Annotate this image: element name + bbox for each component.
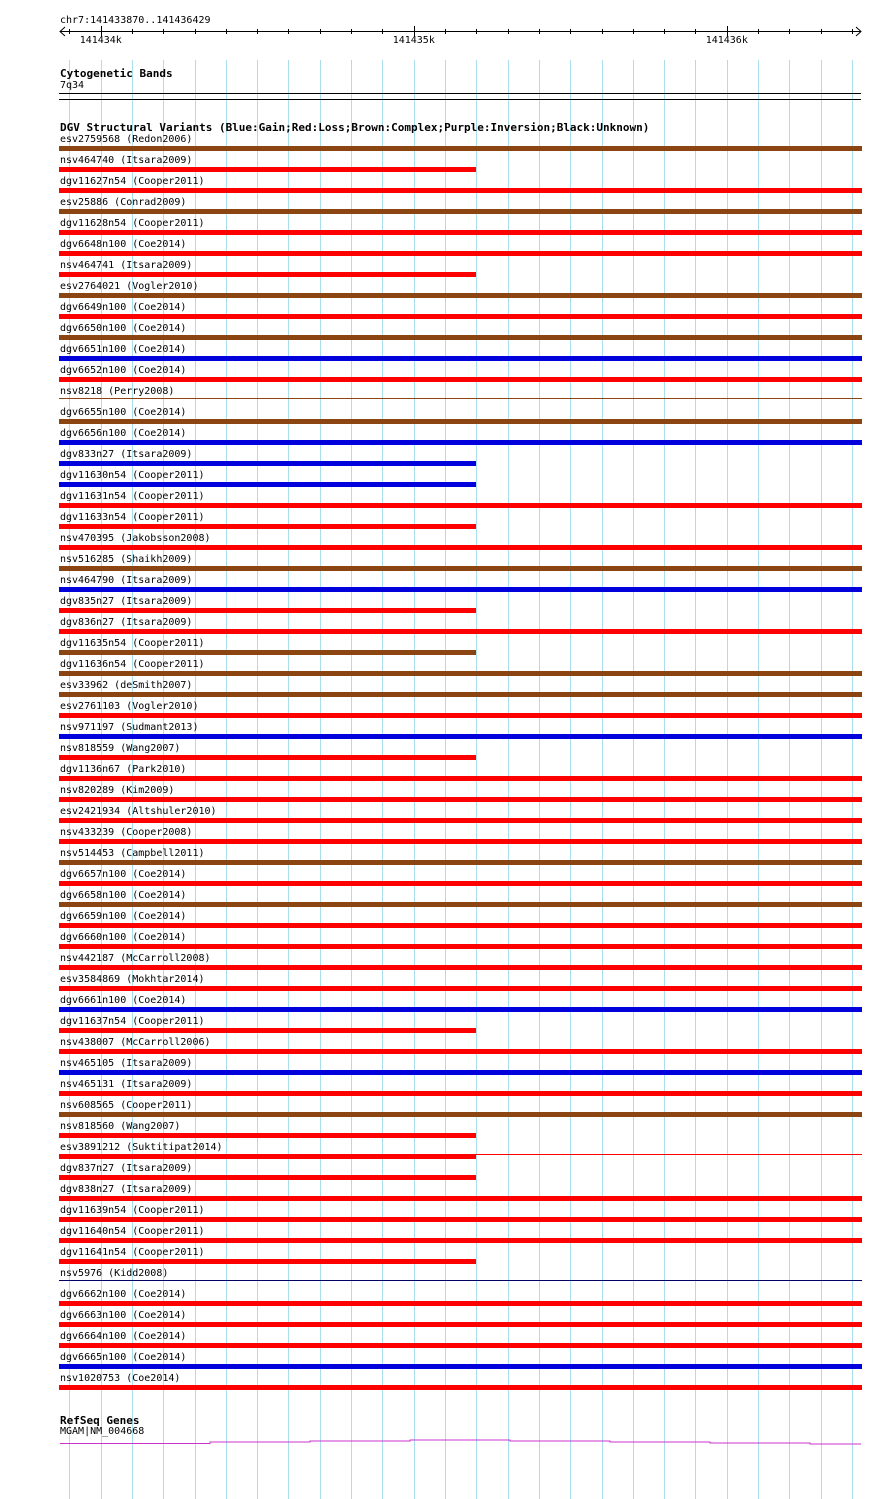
sv-bar-nsv464741[interactable] <box>59 272 476 277</box>
sv-bar-nsv433239[interactable] <box>59 839 862 844</box>
sv-label[interactable]: esv2761103 (Vogler2010) <box>60 701 199 712</box>
sv-label[interactable]: esv3584869 (Mokhtar2014) <box>60 974 205 985</box>
sv-label[interactable]: dgv6665n100 (Coe2014) <box>60 1352 187 1363</box>
sv-label[interactable]: dgv833n27 (Itsara2009) <box>60 449 193 460</box>
sv-bar-dgv836n27[interactable] <box>59 629 862 634</box>
sv-bar-esv2421934[interactable] <box>59 818 862 823</box>
sv-label[interactable]: dgv837n27 (Itsara2009) <box>60 1163 193 1174</box>
sv-label[interactable]: esv2764021 (Vogler2010) <box>60 281 199 292</box>
coordinate-ruler[interactable] <box>0 24 890 44</box>
sv-label[interactable]: nsv8218 (Perry2008) <box>60 386 175 397</box>
sv-label[interactable]: esv33962 (deSmith2007) <box>60 680 193 691</box>
sv-label[interactable]: dgv6662n100 (Coe2014) <box>60 1289 187 1300</box>
sv-label[interactable]: dgv11630n54 (Cooper2011) <box>60 470 205 481</box>
sv-bar-dgv833n27[interactable] <box>59 461 476 466</box>
sv-bar-dgv6655n100[interactable] <box>59 419 862 424</box>
sv-bar-dgv6660n100[interactable] <box>59 944 862 949</box>
sv-bar-dgv6657n100[interactable] <box>59 881 862 886</box>
sv-label[interactable]: dgv11639n54 (Cooper2011) <box>60 1205 205 1216</box>
sv-label[interactable]: nsv465131 (Itsara2009) <box>60 1079 193 1090</box>
sv-label[interactable]: nsv971197 (Sudmant2013) <box>60 722 199 733</box>
sv-bar-dgv838n27[interactable] <box>59 1196 862 1201</box>
sv-label[interactable]: dgv836n27 (Itsara2009) <box>60 617 193 628</box>
sv-label[interactable]: nsv464741 (Itsara2009) <box>60 260 193 271</box>
sv-label[interactable]: nsv433239 (Cooper2008) <box>60 827 193 838</box>
sv-bar-dgv11637n54[interactable] <box>59 1028 476 1033</box>
sv-label[interactable]: dgv838n27 (Itsara2009) <box>60 1184 193 1195</box>
sv-bar-dgv11628n54[interactable] <box>59 230 862 235</box>
sv-bar-dgv835n27[interactable] <box>59 608 476 613</box>
sv-bar-dgv11636n54[interactable] <box>59 671 862 676</box>
sv-bar-dgv6665n100[interactable] <box>59 1364 862 1369</box>
sv-bar-nsv470395[interactable] <box>59 545 862 550</box>
sv-bar-dgv6651n100[interactable] <box>59 356 862 361</box>
sv-label[interactable]: dgv6663n100 (Coe2014) <box>60 1310 187 1321</box>
gene-feature[interactable] <box>0 1432 890 1452</box>
sv-bar-esv2761103[interactable] <box>59 713 862 718</box>
sv-label[interactable]: dgv11631n54 (Cooper2011) <box>60 491 205 502</box>
sv-bar-dgv6656n100[interactable] <box>59 440 862 445</box>
sv-bar-nsv820289[interactable] <box>59 797 862 802</box>
sv-bar-dgv6661n100[interactable] <box>59 1007 862 1012</box>
sv-bar-nsv1020753[interactable] <box>59 1385 862 1390</box>
sv-label[interactable]: nsv818559 (Wang2007) <box>60 743 181 754</box>
sv-label[interactable]: dgv6656n100 (Coe2014) <box>60 428 187 439</box>
sv-label[interactable]: nsv465105 (Itsara2009) <box>60 1058 193 1069</box>
sv-bar-esv2759568[interactable] <box>59 146 862 151</box>
sv-label[interactable]: dgv6659n100 (Coe2014) <box>60 911 187 922</box>
sv-bar-dgv11631n54[interactable] <box>59 503 862 508</box>
sv-bar-nsv818560[interactable] <box>59 1133 476 1138</box>
sv-bar-dgv6662n100[interactable] <box>59 1301 862 1306</box>
sv-bar-nsv8218[interactable] <box>59 398 862 399</box>
sv-label[interactable]: dgv6655n100 (Coe2014) <box>60 407 187 418</box>
sv-label[interactable]: dgv6652n100 (Coe2014) <box>60 365 187 376</box>
sv-bar-nsv442187[interactable] <box>59 965 862 970</box>
sv-bar-dgv11639n54[interactable] <box>59 1217 862 1222</box>
cytoband-label: 7q34 <box>60 80 85 91</box>
sv-label[interactable]: nsv438007 (McCarroll2006) <box>60 1037 211 1048</box>
sv-label[interactable]: nsv818560 (Wang2007) <box>60 1121 181 1132</box>
gene-intron-line <box>60 1440 861 1444</box>
sv-bar-dgv6648n100[interactable] <box>59 251 862 256</box>
sv-bar-dgv11633n54[interactable] <box>59 524 476 529</box>
sv-label[interactable]: nsv442187 (McCarroll2008) <box>60 953 211 964</box>
sv-label[interactable]: nsv820289 (Kim2009) <box>60 785 175 796</box>
sv-bar-dgv6664n100[interactable] <box>59 1343 862 1348</box>
sv-bar-esv3584869[interactable] <box>59 986 862 991</box>
sv-label[interactable]: dgv1136n67 (Park2010) <box>60 764 187 775</box>
sv-label[interactable]: dgv11636n54 (Cooper2011) <box>60 659 205 670</box>
sv-label[interactable]: dgv6661n100 (Coe2014) <box>60 995 187 1006</box>
sv-label[interactable]: dgv6664n100 (Coe2014) <box>60 1331 187 1342</box>
sv-bar-nsv464790[interactable] <box>59 587 862 592</box>
ruler-tick-label: 141435k <box>392 35 435 46</box>
sv-label[interactable]: nsv516285 (Shaikh2009) <box>60 554 193 565</box>
sv-label[interactable]: nsv1020753 (Coe2014) <box>60 1373 181 1384</box>
sv-bar-nsv465131[interactable] <box>59 1091 862 1096</box>
sv-bar-dgv6649n100[interactable] <box>59 314 862 319</box>
sv-bar-dgv11640n54[interactable] <box>59 1238 862 1243</box>
sv-label[interactable]: dgv6650n100 (Coe2014) <box>60 323 187 334</box>
sv-label[interactable]: esv3891212 (Suktitipat2014) <box>60 1142 223 1153</box>
sv-bar-dgv6658n100[interactable] <box>59 902 862 907</box>
sv-label[interactable]: dgv6649n100 (Coe2014) <box>60 302 187 313</box>
sv-bar-dgv6652n100[interactable] <box>59 377 862 382</box>
sv-bar-esv3891212[interactable] <box>59 1154 476 1159</box>
sv-bar-nsv514453[interactable] <box>59 860 862 865</box>
sv-bar-nsv818559[interactable] <box>59 755 476 760</box>
sv-label[interactable]: nsv470395 (Jakobsson2008) <box>60 533 211 544</box>
sv-bar-dgv11641n54[interactable] <box>59 1259 476 1264</box>
sv-bar-dgv837n27[interactable] <box>59 1175 476 1180</box>
sv-label[interactable]: dgv6660n100 (Coe2014) <box>60 932 187 943</box>
sv-bar-esv25886[interactable] <box>59 209 862 214</box>
sv-bar-nsv464740[interactable] <box>59 167 476 172</box>
sv-bar-dgv6663n100[interactable] <box>59 1322 862 1327</box>
sv-label[interactable]: esv25886 (Conrad2009) <box>60 197 187 208</box>
sv-label[interactable]: esv2759568 (Redon2006) <box>60 134 193 145</box>
sv-bar-nsv465105[interactable] <box>59 1070 862 1075</box>
sv-bar-nsv516285[interactable] <box>59 566 862 571</box>
sv-label[interactable]: dgv6658n100 (Coe2014) <box>60 890 187 901</box>
sv-label[interactable]: dgv6648n100 (Coe2014) <box>60 239 187 250</box>
sv-bar-nsv5976[interactable] <box>59 1280 862 1281</box>
sv-label[interactable]: nsv608565 (Cooper2011) <box>60 1100 193 1111</box>
sv-label[interactable]: esv2421934 (Altshuler2010) <box>60 806 217 817</box>
sv-bar-nsv438007[interactable] <box>59 1049 862 1054</box>
gene-label[interactable]: MGAM|NM_004668 <box>60 1426 145 1437</box>
ruler-tick-label: 141434k <box>79 35 122 46</box>
sv-label[interactable]: nsv514453 (Campbell2011) <box>60 848 205 859</box>
sv-bar-dgv6650n100[interactable] <box>59 335 862 340</box>
sv-label[interactable]: dgv11641n54 (Cooper2011) <box>60 1247 205 1258</box>
sv-bar-nsv971197[interactable] <box>59 734 862 739</box>
sv-bar-extension[interactable] <box>476 1154 862 1155</box>
sv-label[interactable]: dgv11627n54 (Cooper2011) <box>60 176 205 187</box>
sv-bar-dgv11635n54[interactable] <box>59 650 476 655</box>
region-label: chr7:141433870..141436429 <box>60 15 211 26</box>
sv-label[interactable]: nsv464790 (Itsara2009) <box>60 575 193 586</box>
sv-bar-nsv608565[interactable] <box>59 1112 862 1117</box>
sv-track-title: DGV Structural Variants (Blue:Gain;Red:Loss;Brown:Complex;Purple:Inversion;Black:Unknown) <box>60 121 650 134</box>
sv-label[interactable]: nsv464740 (Itsara2009) <box>60 155 193 166</box>
sv-label[interactable]: dgv835n27 (Itsara2009) <box>60 596 193 607</box>
sv-label[interactable]: nsv5976 (Kidd2008) <box>60 1268 169 1279</box>
sv-label[interactable]: dgv11633n54 (Cooper2011) <box>60 512 205 523</box>
sv-bar-dgv1136n67[interactable] <box>59 776 862 781</box>
cytoband-band-line <box>59 93 861 94</box>
sv-label[interactable]: dgv11640n54 (Cooper2011) <box>60 1226 205 1237</box>
sv-bar-esv2764021[interactable] <box>59 293 862 298</box>
sv-bar-dgv6659n100[interactable] <box>59 923 862 928</box>
sv-label[interactable]: dgv11637n54 (Cooper2011) <box>60 1016 205 1027</box>
sv-bar-dgv11630n54[interactable] <box>59 482 476 487</box>
ruler-tick-label: 141436k <box>705 35 748 46</box>
cytoband-band-line-bottom <box>59 99 861 100</box>
sv-label[interactable]: dgv11628n54 (Cooper2011) <box>60 218 205 229</box>
sv-label[interactable]: dgv6651n100 (Coe2014) <box>60 344 187 355</box>
refseq-track-title: RefSeq Genes <box>60 1414 140 1427</box>
sv-label[interactable]: dgv11635n54 (Cooper2011) <box>60 638 205 649</box>
sv-bar-dgv11627n54[interactable] <box>59 188 862 193</box>
cytoband-track-title: Cytogenetic Bands <box>60 67 173 80</box>
sv-label[interactable]: dgv6657n100 (Coe2014) <box>60 869 187 880</box>
sv-bar-esv33962[interactable] <box>59 692 862 697</box>
